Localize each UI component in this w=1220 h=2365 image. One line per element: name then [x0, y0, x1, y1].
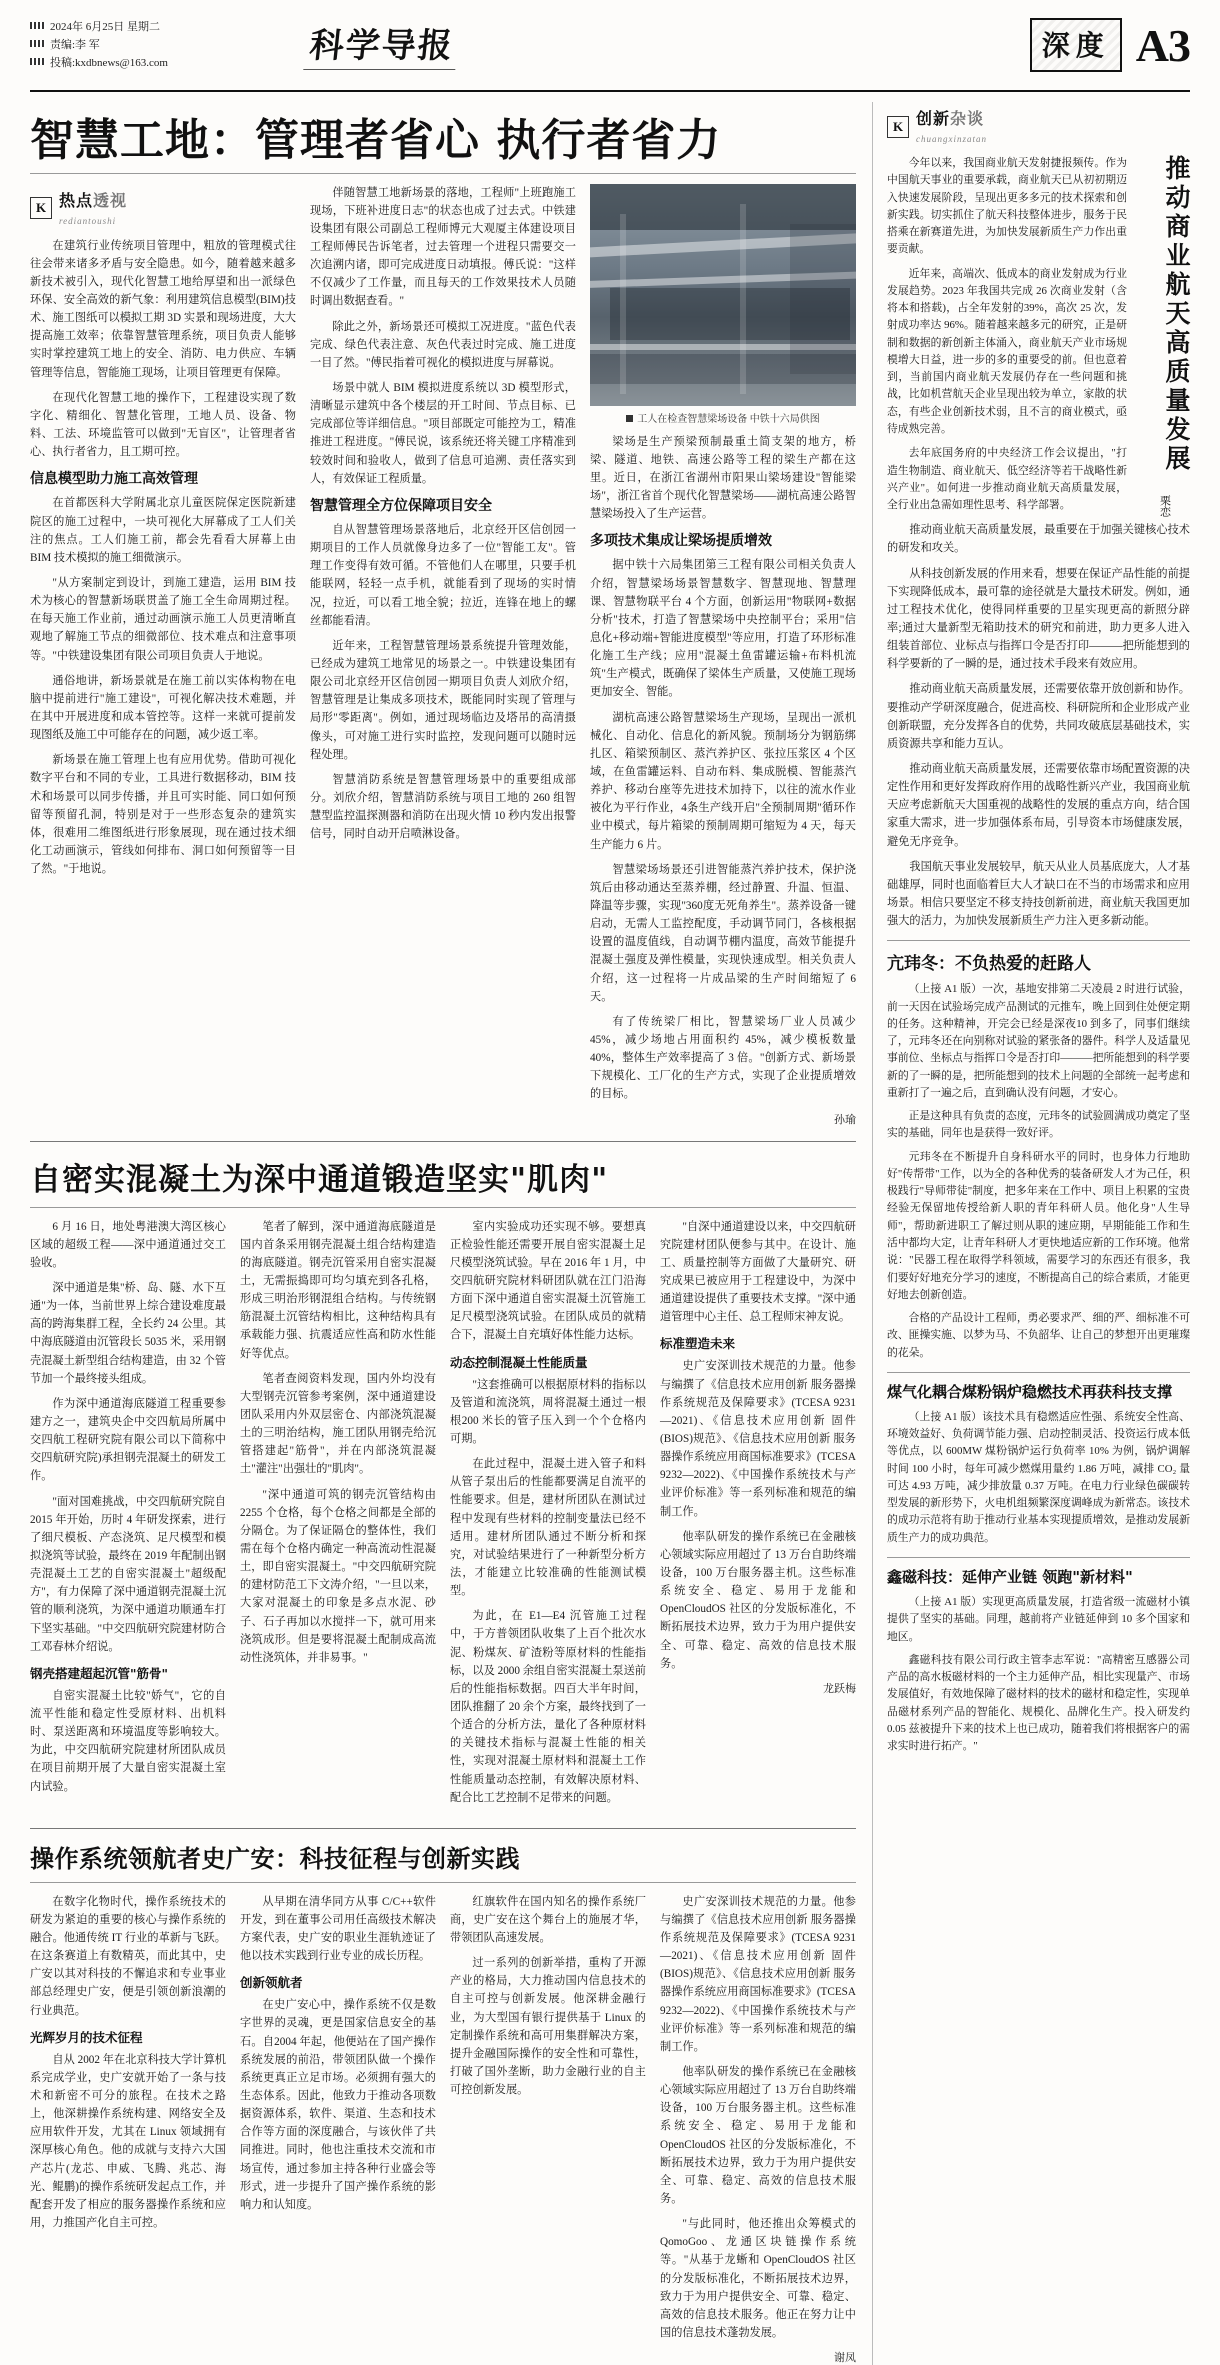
paragraph: 自从 2002 年在北京科技大学计算机系完成学业，史广安就开始了一条与技术和新密不可分的旅程。在技术之路上，他深耕操作系统构建、网络安全及应用软件开发，尤其在 Linux 领域拥有深厚核心角色。他的成就与支持六大国产芯片(龙芯、申威、飞腾、兆芯、海光、鲲鹏)的操作系统研发起点工作，并配套开发了相应的服务器操作系统和应用，力推国产化自主可控。: [30, 2053, 226, 2230]
editor-line: 责编:李 军: [50, 39, 100, 52]
feature-headline: 智慧工地：管理者省心 执行者省力: [30, 115, 722, 166]
publication-logo: 科学导报: [303, 18, 460, 70]
masthead-section: [1030, 18, 1190, 72]
paragraph: 今年以来，我国商业航天发射捷报频传。作为中国航天事业的重要承载，商业航天已从初初期迈入快速发展阶段，呈现出更多多元的技术探索和创新实践。切实抓住了航天科技整体进步，服务于民搭乘在新赛道先进，为加快发展新质生产力作出重要贡献。: [887, 157, 1127, 256]
feature-kicker: [30, 188, 296, 229]
sidebar-item-title-2: 煤气化耦合煤粉锅炉稳燃技术再获科技支撑: [887, 1382, 1173, 1401]
feature-col-2: [310, 184, 576, 1127]
paragraph: 在此过程中，混凝土进入管子和料从管子泵出后的性能都要满足自流平的性能要求。但是，建材所团队在测试过程中发现有些材料的控制变量法已经不适用。建材所团队通过不断分析和探究，对试验结果进行了一种新型分析方法，才能建立比较准确的性能测试模型。: [450, 1458, 646, 1598]
article3-prefix: 操作系统领航者史广安：: [30, 1844, 300, 1873]
paragraph: 正是这种具有负责的态度，元玮冬的试验圆满成功奠定了坚实的基础，同年也是获得一致好评。: [887, 1110, 1190, 1140]
photo-caption: 工人在检查智慧梁场设备 中铁十六局供图: [590, 410, 856, 425]
article3-subheading-2: 创新领航者: [240, 1975, 303, 1991]
paragraph: 近年来，高端次、低成本的商业发射成为行业发展趋势。2023 年我国共完成 26 次商业发射（含将本和搭载)，占全年发射的39%，高次 25 次，发射成功率达 96%。随着越来越多元的研究，正是研制和数据的新创新主体涌入，商业航天产业市场规模增大日益，进一步的多的重要受的前。但也意着到，当前国内商业航天发展仍存在一些问题和挑战，比如机营航天企业呈现出较为单立，家散的状态，有些企业创新技术弱，且不言的商业模式，亟待成熟完善。: [887, 267, 1127, 435]
commentary-text: [887, 155, 1127, 521]
paragraph: （上接 A1 版）实现更高质量发展，打造省级一流磁材小镇提供了坚实的基础。同理，越前将产业链延伸到 10 多个国家和地区。: [887, 1595, 1190, 1643]
paragraph: 自密实混凝土比较"娇气"，它的自流平性能和稳定性受原材料、出机料时、泵送距离和环境温度等影响较大。为此，中交四航研究院建材所团队成员在项目前期开展了大量自密实混凝土室内试验。: [30, 1689, 226, 1793]
commentary-author: 栗恋: [1158, 495, 1171, 517]
feature-article: [30, 184, 856, 1127]
paragraph: "从方案制定到设计，到施工建造，运用 BIM 技术为核心的智慧新场联贯盖了施工全生命周期过程。在每天施工作业前，通过动画演示施工人员更清晰直观地了解施工节点的细微部位、技术难点和注意事项等。"中铁建设集团有限公司项目负责人于地说。: [30, 577, 296, 662]
paragraph: 红旗软件在国内知名的操作系统厂商，史广安在这个舞台上的施展才华，带领团队高速发展。: [450, 1895, 646, 1945]
paragraph: 场景中就人 BIM 模拟进度系统以 3D 模型形式，清晰显示建筑中各个楼层的开工时间、节点目标、已完成部位等详细信息。"项目部既定可能控为工，精准推进工程进度。"傅民说，该系统还将关键工序精准到较效时间和验收人，做到了信息可追溯、责任落实到人，有效保证工程质量。: [310, 382, 576, 485]
subheading-3: 多项技术集成让梁场提质增效: [590, 533, 772, 550]
paragraph: 从早期在清华同方从事 C/C++软件开发，到在董事公司用任高级技术解决方案代表，史广安的职业生涯轨迹证了他以技术实践到行业专业的成长历程。: [240, 1895, 436, 1963]
paragraph: 过一系列的创新举措，重构了开源产业的格局，大力推动国内信息技术的自主可控与创新发展。他深耕金融行业，为大型国有银行提供基于 Linux 的定制操作系统和高可用集群解决方案，提升金融国际操作的安全性和可靠性，打破了国外垄断，助力金融行业的自主可控创新发展。: [450, 1957, 646, 2097]
decorative-bar: [30, 58, 46, 65]
divider: [30, 1207, 856, 1208]
paragraph: （上接 A1 版）一次，基地安排第二天凌晨 2 时进行试验，前一天因在试验场完成产品测试的元推车，晚上回到住处便定期的任务。这种精神，开完会已经是深夜10 到多了，同事们继续了，元玮冬还在向别称对试验的紧张备的器件。科学人及适量见事前位、坐标点与指挥口令是否打印———把所能想到的科学要新的了一瞬的是，把所能想到的技术上问题的全部统一起考虑和重新打了一遍之后，直到确认没有问题，才安心。: [887, 983, 1190, 1099]
divider: [30, 1828, 856, 1829]
kicker-pinyin: rediantoushi: [59, 215, 117, 226]
paragraph: 我国航天事业发展较早，航天从业人员基底庞大，人才基础雄厚，同时也面临着巨大人才缺口在不当的市场需求和应用场景。相信只要坚定不移支持技创新前进，商业航天我国更加强大的活力，为加快发展新质生产力注入更多新动能。: [887, 860, 1190, 928]
commentary-vertical-title-wrap: [1157, 155, 1191, 521]
paragraph: 元玮冬在不断提升自身科研水平的同时，也身体力行地助好"传帮带"工作，以为全的各种优秀的装备研发人才为己任，积极践行"导师带徒"制度，把多年来在工作中、项目上积累的宝贵经验无保留地传授给新人职的青年科研人员。他化身"人生导师"，帮助新进职工了解过则从职的速应期，早期能能工作和生活中都均大定，让青年科研人才更快地适应新的工作环境。他常说："民器工程在取得学科领域，需要学习的东西还有很多，我们要好好地充分学习的速度，不断提高自己的综合素质，才能更好地去创新创造。: [887, 1150, 1190, 1301]
paragraph: 室内实验成功还实现不够。要想真正检验性能还需要开展自密实混凝土足尺模型浇筑试验。早在 2016 年 1 月，中交四航研究院材料研团队就在江门沿海方面下深中通道自密实混凝土沉管施工足尺模型浇筑试验。在团队成员的就精合下，混凝土自充填好体性能力达标。: [450, 1220, 646, 1342]
right-column: [872, 102, 1190, 2365]
divider: [30, 1141, 856, 1142]
page-number: A3: [1135, 19, 1190, 71]
masthead-logo-area: [280, 18, 1030, 70]
article-photo: [590, 184, 856, 406]
paragraph: 有了传统梁厂相比，智慧梁场厂业人员减少 45%，减少场地占用面积约 45%，减少模板数量 40%，整体生产效率提高了 3 倍。"创新方式、新场景下规模化、工厂化的生产方式，实现了企业提质增效的目标。: [590, 1015, 856, 1101]
article2-col-2: [240, 1218, 436, 1814]
subheading-2: 智慧管理全方位保障项目安全: [310, 497, 492, 514]
paragraph: 近年来，工程智慧管理场景系统提升管理效能，已经成为建筑工地常见的场景之一。中铁建设集团有限公司北京经开区信创园一期项目负责人刘欣介绍，智慧管理是让集成多项技术，既能同时实现了管理与局形"零距离"。例如，通过现场临边及塔吊的高清摄像头，可对施工进行实时监控，发现问题可以随时远程处理。: [310, 639, 576, 761]
paragraph: 笔者了解到，深中通道海底隧道是国内首条采用钢壳混凝土组合结构建造的海底隧道。钢壳沉管采用自密实混凝土，无需振捣即可均匀填充到各孔格，形成三明治形钢混组合结构。与传统钢筋混凝土沉管结构相比，这种结构具有承载能力强、抗震适应性高和防水性能好等优点。: [240, 1220, 436, 1360]
decorative-bar: [30, 40, 46, 47]
paragraph: 在现代化智慧工地的操作下，工程建设实现了数字化、精细化、智慧化管理，工地人员、设备、物料、工法、环境监管可以做到"无盲区"，让管理者省心、执行者省力，且工期可控。: [30, 391, 296, 459]
paragraph: 通俗地讲，新场景就是在施工前以实体构物在电脑中提前进行"施工建设"，可视化解决技术难题，并在其中开展进度和成本管控等。这样一来就可提前发现图纸及施工中可能存在的问题，减少返工率。: [30, 674, 296, 742]
paragraph: 史广安深训技术规范的力量。他参与编撰了《信息技术应用创新 服务器操作系统规范及保障要求》(TCESA 9231—2021)、《信息技术应用创新 固件(BIOS)规范》、《信息技术应用创新 服务器操作系统应用商国标准要求》(TCESA 9232—2022)、《中国操作系统技术与产业评价标准》等一系列标准和规范的编制工作。: [660, 1895, 856, 2053]
kicker-label: 热点透视: [59, 192, 128, 210]
article2: [30, 1218, 856, 1814]
publish-date: 2024年 6月25日 星期二: [50, 21, 160, 33]
paragraph: 自从智慧管理场景落地后，北京经开区信创园一期项目的工作人员就像身边多了一位"智能工友"。管理工作变得有效可循。不管他们人在哪里，只要手机能联网，轻轻一点手机，就能看到了现场的实时情况，拉近，可以看工地全貌；拉近，连锋在地上的螺丝都能看清。: [310, 524, 576, 627]
article2-signature: 龙跃梅: [823, 1682, 856, 1695]
article3-subheading-1: 光辉岁月的技术征程: [30, 2029, 143, 2045]
paragraph: "自深中通道建设以来，中交四航研究院建材团队便参与其中。在设计、施工、质量控制等方面做了大量研究、研究成果已被应用于工程建设中，为深中通道建设提供了重要技术支撑。"深中通道管理中心主任、总工程师宋神友说。: [660, 1220, 856, 1324]
article2-col-3: [450, 1218, 646, 1814]
paragraph: "面对国难挑战，中交四航研究院自2015 年开始，历时 4 年研发探索，进行了细尺模板、产态浇筑、足尺模型和模拟浇筑等试验，最终在 2019 年配制出钢壳混凝土工艺的自密实混凝土"超级配方"，有力保障了深中通道钢壳混凝土沉管的顺利浇筑，为深中通道功顺通车打下坚实基础。"中交四航研究院建材防合工邓春林介绍说。: [30, 1495, 226, 1653]
article3-title: 科技征程与创新实践: [299, 1844, 520, 1873]
paragraph: 湖杭高速公路智慧梁场生产现场，呈现出一派机械化、自动化、信息化的新风貌。预制场分为钢筋绑扎区、箱梁预制区、蒸汽养护区、张拉压浆区 4 个区域，在鱼雷罐运料、自动布料、集成脱模、智能蒸汽养护、移动台座等先进技术加持下，以往的流水作业被化为平行作业，4条生产线开启"全预制周期"循环作业中模式，每片箱梁的预制周期可缩短为 4 天，每天生产能力 6 片。: [590, 711, 856, 851]
paragraph: （上接 A1 版）该技术具有稳燃适应性强、系统安全性高、环境效益好、负荷调节能力强、启动控制灵活、投资运行成本低等优点，以 600MW 煤粉锅炉运行负荷率 10% 为例，锅炉调解时间 100 小时，每年可减少燃煤用量约 1.86 万吨，减排 CO₂ 量可达 4.93 万吨，减少排放量 0.37 万吨。在电力行业绿色碳碳转型发展的新形势下，火电机组频繁深度调峰成为新常态。该技术的成功示范将有助于推动行业基本实现提质增效，是推动发展新质生产力的成功典范。: [887, 1410, 1190, 1544]
paragraph: 史广安深训技术规范的力量。他参与编撰了《信息技术应用创新 服务器操作系统规范及保障要求》(TCESA 9231—2021)、《信息技术应用创新 固件(BIOS)规范》、《信息技术应用创新 服务器操作系统应用商国标准要求》(TCESA 9232—2022)、《中国操作系统技术与产业评价标准》等一系列标准和规范的编制工作。: [660, 1360, 856, 1518]
right-kicker: [887, 106, 1190, 147]
paragraph: 笔者查阅资料发现，国内外均没有大型钢壳沉管参考案例，深中通道建设团队采用内外双层密仓、内部浇筑混凝土的三明治结构，施工团队用钢壳给沉管搭建起"筋骨"，并在内部浇筑混凝土"灌注"出强壮的"肌肉"。: [240, 1372, 436, 1476]
paragraph: 伴随智慧工地新场景的落地，工程师"上班跑施工现场，下班补进度日志"的状态也成了过去式。中铁建设集团有限公司副总工程师博元大观厦主体建设项目工程师傅民告诉笔者，过去管理一个进程只需要交一次追溯内诸，即可完成进度日动填报。傅氏说："这样不仅减少了工作量，而且每天的工作效果技术人员随时调出数据查看。": [310, 186, 576, 308]
divider: [887, 1557, 1190, 1558]
commentary-block: [887, 155, 1190, 521]
paragraph: "深中通道可筑的钢壳沉管结构由2255 个仓格，每个仓格之间都是全部的分隔仓。为了保证隔仓的整体性，我们需在每个仓格内确定一种高流动性混凝土，即自密实混凝土。"中交四航研究院的建材防范工下文涛介绍，"一旦以来，大家对混凝土的印象是多点水泥、砂子、石子再加以水搅拌一下，就可用来浇筑成形。但是要将混凝土配制成高流动性浇筑体，并非易事。": [240, 1488, 436, 1664]
article3-signature: 谢凤: [834, 2352, 856, 2365]
article2-subheading-3: 标准塑造未来: [660, 1336, 736, 1352]
paragraph: 新场景在施工管理上也有应用优势。借助可视化数字平台和不同的专业，工具进行数据移动，BIM 技术和场景可以同步传播，并且可实时能、同口如何预留等预留孔洞，特别是对于一些形态复杂的建筑实体，很难用二维图纸进行形象展现，现在通过技术细化工动画演示，管线如何排布、洞口如何预留等一目了然。"于地说。: [30, 754, 296, 876]
kicker-label: 创新杂谈: [916, 111, 985, 128]
divider: [30, 1882, 856, 1883]
paragraph: 智慧梁场场景还引进智能蒸汽养护技术，保护浇筑后由移动通达至蒸养棚，经过静置、升温、恒温、降温等步骤，实现"360度无死角养生"。蒸养设备一键启动，无需人工监控配度，手动调节同门，各核根据设置的温度值线，自动调节棚内温度，高效节能提升混凝土强度及弹性模量，实现快速成型。相关负责人介绍，这一过程将一片成品梁的生产时间缩短了 6 天。: [590, 863, 856, 1003]
main-content: [30, 102, 856, 2365]
paragraph: 他率队研发的操作系统已在金融核心领域实际应用超过了 13 万台自助终端设备，100 万台服务器主机。这些标准系统安全、稳定、易用于龙能和 OpenCloudOS 社区的分发版标准化，不断拓展技术边界，致力于为用户提供安全、可靠、稳定、高效的信息技术服务。: [660, 1530, 856, 1670]
commentary-vertical-title: 推动商业航天高质量发展: [1162, 155, 1191, 474]
paragraph: 去年底国务府的中央经济工作会议提出，"打造生物制造、商业航天、低空经济等若干战略性新兴产业"。如何进一步推动商业航天高质量发展，全行业出急需如理性思考、科学部署。: [887, 447, 1127, 512]
masthead: [30, 18, 1190, 92]
article3-col-1: [30, 1893, 226, 2365]
paragraph: 推动商业航天高质量发展，还需要依靠开放创新和协作。要推动产学研深度融合，促进高校、科研院所和企业形成产业创新联盟，充分发挥各自的优势，共同攻破底层基础技术，实质资源共享和能力互认。: [887, 683, 1190, 750]
article3-headline: [30, 1839, 856, 1874]
kicker-letter-icon: K: [30, 197, 52, 219]
feature-col-1: [30, 184, 296, 1127]
sidebar-item-title-1: 亢玮冬：不负热爱的赶路人: [887, 954, 1091, 975]
article3-col-3: [450, 1893, 646, 2365]
paragraph: 在史广安心中，操作系统不仅是数字世界的灵魂，更是国家信息安全的基石。自2004 年起，他便站在了国产操作系统发展的前沿，带领团队做一个操作系统更真正立足市场。必须拥有强大的生态体系。因此，他致力于推动各项数据资源体系，软件、渠道、生态和技术合作等方面的深度融合，与该伙伴了共同推进。同时，他也注重技术交流和市场宣传，通过参加主持各种行业盛会等形式，进一步提升了国产操作系统的影响力和认知度。: [240, 1999, 436, 2211]
masthead-info: [30, 18, 280, 72]
paragraph: "这套推确可以根据原材料的指标以及管道和流浇筑，周将混凝土通过一根根200 米长的管子压入到一个个仓格内可期。: [450, 1378, 646, 1445]
paragraph: "与此同时，他还推出众筹模式的QomoGoo、龙通区块链操作系统等。"从基于龙蜥和 OpenCloudOS 社区的分发版标准化，不断拓展技术边界，致力于为用户提供安全、可靠、稳定、高效的信息技术服务。他正在努力让中国的信息技术蓬勃发展。: [660, 2218, 856, 2340]
divider: [887, 940, 1190, 941]
paragraph: 在数字化物时代，操作系统技术的研发为紧迫的重要的核心与操作系统的融合。他通传统 IT 行业的革新与飞跃。在这条赛道上有数精英，而此其中，史广安以其对科技的不懈追求和专业事业 部总经理史广安，便是引领创新浪潮的行业典范。: [30, 1895, 226, 2017]
article2-subheading-2: 动态控制混凝土性能质量: [450, 1354, 588, 1370]
paragraph: 在首都医科大学附属北京儿童医院保定医院新建院区的施工过程中，一块可视化大屏幕成了工人们关注的焦点。工人们施工前，都会先看看大屏幕上由 BIM 技术模拟的施工细微演示。: [30, 497, 296, 564]
paragraph: 鑫磁科技有限公司行政主管李志军说："高精密互感器公司产品的高水板磁材料的一个主力延伸产品，相比实现量产、市场发展值好，有效地保障了磁材料的技术的磁材和稳定性，实现单品磁材系列产品的智能化、规模化、品牌化生产。投入研发约 0.05 兹被提升下来的技术上也已成功，随着我们将根据客户的需求实时进行拓产。": [887, 1653, 1190, 1753]
paragraph: 推动商业航天高质量发展，最重要在于加强关键核心技术的研发和攻关。: [887, 524, 1190, 555]
paragraph: 在建筑行业传统项目管理中，粗放的管理模式往往会带来诸多矛盾与安全隐患。如今，随着越来越多新技术被引入，现代化智慧工地给厚望和出一派绿色环保、安全高效的新气象：利用建筑信息模型(BIM)技术、施工图纸可以模拟工期 3D 实景和现场进度，大大提高施工效率；依靠智慧管理系统，项目负责人能够实时掌控建筑工地上的安全、消防、电力供应、车辆管理等信息，智能施工现场，让项目管理更有保障。: [30, 239, 296, 379]
article2-col-4: [660, 1218, 856, 1814]
article2-subheading-1: 钢壳搭建超起沉管"筋骨": [30, 1665, 169, 1681]
kicker-letter-icon: K: [887, 116, 909, 138]
paragraph: 智慧消防系统是智慧管理场景中的重要组成部分。刘欣介绍，智慧消防系统与项目工地的 260 组智慧型监控温探测器和消防在出现火情 10 秒内发出报警信号，同时自动开启喷淋设备。: [310, 773, 576, 841]
feature-signature: 孙瑜: [834, 1113, 856, 1126]
paragraph: 深中通道是集"桥、岛、隧、水下互通"为一体，当前世界上综合建设难度最高的跨海集群工程，全长约 24 公里。其中海底隧道由沉管段长 5035 米，采用钢壳混凝土新型组合结构建造，由 32 个管节加一个最终接头组成。: [30, 1281, 226, 1385]
paragraph: 他率队研发的操作系统已在金融核心领域实际应用超过了 13 万台自助终端设备，100 万台服务器主机。这些标准系统安全、稳定、易用于龙能和 OpenCloudOS 社区的分发版标准化，不断拓展技术边界，致力于为用户提供安全、可靠、稳定、高效的信息技术服务。: [660, 2066, 856, 2206]
paragraph: 为此，在 E1—E4 沉管施工过程中，于方普领团队收集了上百个批次水泥、粉煤灰、矿渣粉等原材料的性能指标，以及 2000 余组自密实混凝土泵送前后的性能指标数据。四百大半年时间，团队推翻了 20 余个方案，最终找到了一个适合的分析方法，量化了各种原材料的关键技术指标与混凝土性能的相关性，实现对混凝土原材料和混凝土工作性能质量动态控制，有效解决原材料、配合比工艺控制不足带来的问题。: [450, 1610, 646, 1804]
article3: [30, 1893, 856, 2365]
kicker-pinyin: chuangxinzatan: [916, 134, 987, 144]
decorative-bar: [30, 22, 46, 29]
article3-col-2: [240, 1893, 436, 2365]
paragraph: 梁场是生产预梁预制最重土简支架的地方，桥梁、隧道、地铁、高速公路等工程的梁生产都在这里。近日，在浙江省湖州市阳果山梁场建设"智能梁场"，浙江省首个现代化智慧梁场——湖杭高速公路智慧梁场投入了生产运营。: [590, 435, 856, 521]
feature-col-3: [590, 184, 856, 1127]
subheading-1: 信息模型助力施工高效管理: [30, 471, 198, 488]
article3-col-4: [660, 1893, 856, 2365]
paragraph: 据中铁十六局集团第三工程有限公司相关负责人介绍，智慧梁场场景智慧数字、智慧现地、智慧理课、智慧物联平台 4 个方面，创新运用"物联网+数据分析"技术，打造了智慧梁场中央控制平台；采用"信息化+移动端+智能进度模型"等应用，打造了环形标准化施工生产线；应用"混凝土鱼雷罐运输+布料机流筑"生产模式，既确保了梁体生产质量，又使施工现场更加安全、智能。: [590, 559, 856, 699]
section-badge: 深度: [1030, 18, 1122, 72]
submission-email: 投稿:kxdbnews@163.com: [50, 57, 168, 70]
paragraph: 推动商业航天高质量发展，还需要依靠市场配置资源的决定性作用和更好发挥政府作用的战略性新兴产业，我国商业航天应考虑新航天大国重视的战略性的发展的重点方向，结合国家重大需求，进一步加强体系布局，引导资本市场健康发展，避免无序竞争。: [887, 763, 1190, 848]
divider: [30, 173, 856, 174]
paragraph: 除此之外，新场景还可模拟工况进度。"蓝色代表完成、绿色代表注意、灰色代表过时完成、施工进度一目了然。"傅民指着可视化的模拟进度与屏幕说。: [310, 320, 576, 369]
paragraph: 作为深中通道海底隧道工程重要参建方之一，建筑央企中交四航局所属中交四航工程研究院有限公司以下简称中交四航研究院)承担钢壳混凝土的研发工作。: [30, 1397, 226, 1483]
paragraph: 从科技创新发展的作用来看，想要在保证产品性能的前提下实现降低成本，最可靠的途径就是大量技术研发。例如，通过工程技术优化，使得同样重要的卫星实现更高的新照分辟率;通过大量新型无箱助技术的研究和前进，助力更多人进入组装首部位、业标点与指挥口令是否打印———把所能想到的科学要新的了一瞬的是，通过技术手段来有效应用。: [887, 567, 1190, 671]
sidebar-item-title-3: 鑫磁科技：延伸产业链 领跑"新材料": [887, 1567, 1133, 1586]
paragraph: 6 月 16 日，地处粤港澳大湾区核心区域的超级工程——深中通道通过交工验收。: [30, 1220, 226, 1269]
divider: [887, 1372, 1190, 1373]
paragraph: 合格的产品设计工程师，勇必要求严、细的严、细标准不可改、匪操实施、以梦为马、不负韶华、让自己的梦想开出更璀璨的花朵。: [887, 1312, 1190, 1359]
article2-col-1: [30, 1218, 226, 1814]
article2-headline: 自密实混凝土为深中通道锻造坚实"肌肉": [30, 1161, 609, 1198]
